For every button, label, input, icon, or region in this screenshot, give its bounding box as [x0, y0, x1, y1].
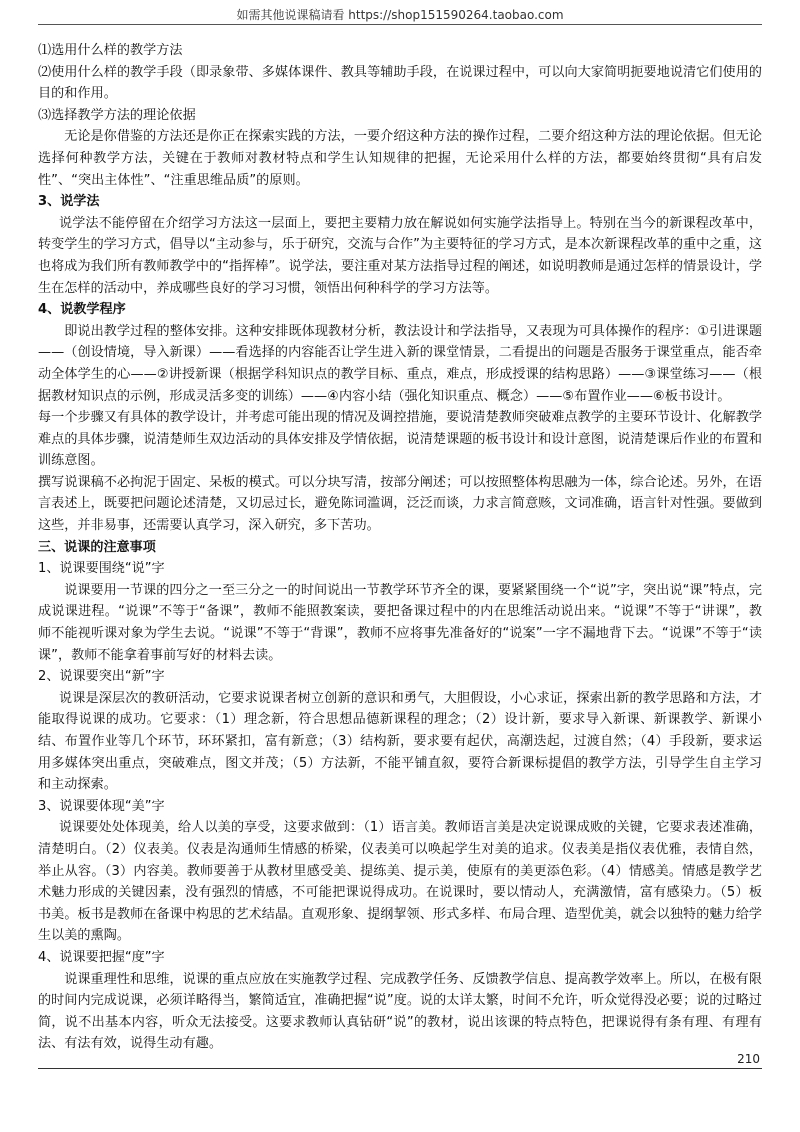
- header-rule: [38, 24, 762, 25]
- paragraph-writing-tips: 撰写说课稿不必拘泥于固定、呆板的模式。可以分块写清，按部分阐述；可以按照整体构思融为一体，综合论述。另外，在语言表述上，既要把问题论述清楚，又切忌过长，避免陈词滥调，泛泛而谈，力求言简意赅，文词准确，语言针对性强。要做到这些，并非易事，还需要认真学习，深入研究，多下苦功。: [38, 474, 762, 534]
- method-item-2: ⑵使用什么样的教学手段（即录象带、多媒体课件、教具等辅助手段，在说课过程中，可以向大家简明扼要地说清它们使用的目的和作用。: [38, 64, 762, 102]
- heading-teaching-procedure: 4、说教学程序: [38, 302, 126, 318]
- subheading-xin: 2、说课要突出“新”字: [38, 669, 165, 685]
- page-number: 210: [737, 1052, 760, 1066]
- paragraph-step-design: 每一个步骤又有具体的教学设计，并考虑可能出现的情况及调控措施，要说清楚教师突破难点教学的主要环节设计、化解教学难点的具体步骤，说清楚师生双边活动的具体安排及学情依据，说清楚课题的板书设计和设计意图，说清楚课后作业的布置和训练意图。: [38, 410, 762, 469]
- subheading-mei: 3、说课要体现“美”字: [38, 798, 165, 814]
- page-header: 如需其他说课稿请看 https://shop151590264.taobao.com: [236, 8, 564, 22]
- paragraph-mei: 说课要处处体现美，给人以美的享受，这要求做到：（1）语言美。教师语言美是决定说课成败的关键，它要求表述准确，清楚明白。（2）仪表美。仪表是沟通师生情感的桥梁，仪表美可以唤起学生对美的追求。仪表美是指仪表优雅，表情自然，举止从容。（3）内容美。教师要善于从教材里感受美、提练美、提示美，使原有的美更添色彩。（4）情感美。情感是教学艺术魅力形成的关键因素，没有强烈的情感，不可能把课说得成功。在说课时，要以情动人，充满激情，富有感染力。（5）板书美。板书是教师在备课中构思的艺术结晶。直观形象、提纲挈领、形式多样、布局合理、造型优美，就会以独特的魅力给学生以美的熏陶。: [38, 820, 762, 944]
- paragraph-teaching-procedure: 即说出教学过程的整体安排。这种安排既体现教材分析，教法设计和学法指导，又表现为可具体操作的程序：①引进课题——（创设情境，导入新课）——看选择的内容能否让学生进入新的课堂情景，二看提出的问题是否服务于课堂重点，能否牵动全体学生的心——②讲授新课（根据学科知识点的教学目标、重点，难点，形成授课的结构思路）——③课堂练习——（根据教材知识点的示例，形成灵活多变的训练）——④内容小结（强化知识重点、概念）——⑤布置作业——⑥板书设计。: [38, 323, 762, 404]
- subheading-shuo: 1、说课要围绕“说”字: [38, 561, 165, 577]
- heading-notes: 三、说课的注意事项: [38, 539, 156, 555]
- paragraph-study-method: 说学法不能停留在介绍学习方法这一层面上，要把主要精力放在解说如何实施学法指导上。特别在当今的新课程改革中，转变学生的学习方式，倡导以“主动参与，乐于研究，交流与合作”为主要特征的学习方式，是本次新课程改革的重中之重，这也将成为我们所有教师教学中的“指挥棒”。说学法，要注重对某方法指导过程的阐述，如说明教师是通过怎样的情景设计，学生在怎样的活动中，养成哪些良好的学习习惯，领悟出何种科学的学习方法等。: [38, 215, 762, 296]
- paragraph-method-basis: 无论是你借鉴的方法还是你正在探索实践的方法，一要介绍这种方法的操作过程，二要介绍这种方法的理论依据。但无论选择何种教学方法，关键在于教师对教材特点和学生认知规律的把握，无论采用什么样的方法，都要始终贯彻“具有启发性”、“突出主体性”、“注重思维品质”的原则。: [38, 129, 762, 188]
- paragraph-xin: 说课是深层次的教研活动，它要求说课者树立创新的意识和勇气，大胆假设，小心求证，探索出新的教学思路和方法，才能取得说课的成功。它要求：（1）理念新，符合思想品德新课程的理念；（2）设计新，要求导入新课、新课教学、新课小结、布置作业等几个环节，环环紧扣，富有新意；（3）结构新，要求要有起伏，高潮迭起，过渡自然；（4）手段新，要求运用多媒体突出重点，突破难点，图文并茂；（5）方法新，不能平铺直叙，要符合新课标提倡的教学方法，引导学生自主学习和主动探索。: [38, 690, 762, 793]
- method-item-1: ⑴选用什么样的教学方法: [38, 43, 183, 58]
- method-item-3: ⑶选择教学方法的理论依据: [38, 107, 196, 123]
- document-body: [38, 40, 762, 1055]
- footer-rule: [38, 1068, 762, 1069]
- heading-study-method: 3、说学法: [38, 194, 100, 210]
- paragraph-shuo: 说课要用一节课的四分之一至三分之一的时间说出一节教学环节齐全的课，要紧紧围绕一个“说”字，突出说“课”特点，完成说课进程。“说课”不等于“备课”，教师不能照教案读，要把备课过程中的内在思维活动说出来。“说课”不等于“讲课”，教师不能视听课对象为学生去说。“说课”不等于“背课”，教师不应将事先准备好的“说案”一字不漏地背下去。“说课”不等于“读课”，教师不能拿着事前写好的材料去读。: [38, 582, 762, 663]
- paragraph-du: 说课重理性和思维，说课的重点应放在实施教学过程、完成教学任务、反馈教学信息、提高教学效率上。所以，在极有限的时间内完成说课，必须详略得当，繁简适宜，准确把握“说”度。说的太详太繁，时间不允许，听众觉得没必要；说的过略过简，说不出基本内容，听众无法接受。这要求教师认真钻研“说”的教材，说出该课的特点特色，把课说得有条有理、有理有法、有法有效，说得生动有趣。: [38, 971, 762, 1052]
- subheading-du: 4、说课要把握“度”字: [38, 949, 165, 965]
